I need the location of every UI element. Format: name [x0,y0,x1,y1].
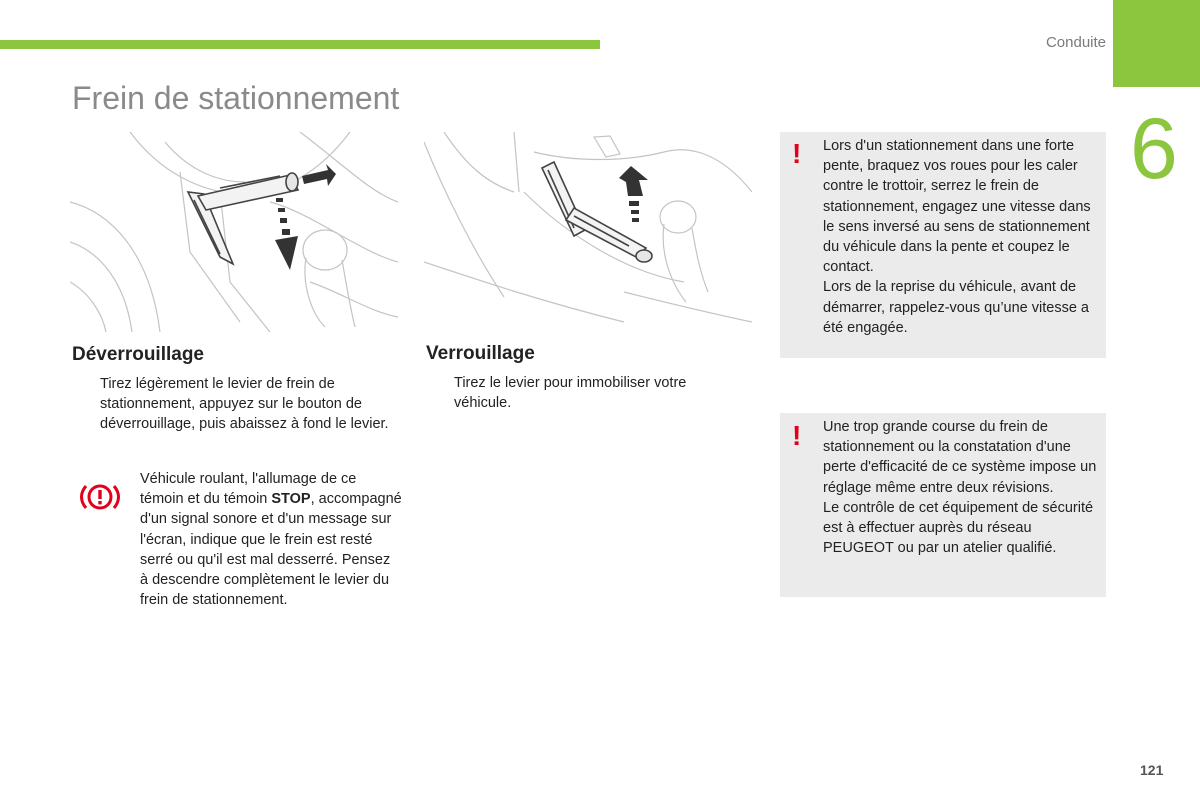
note-text-end: , accompagné d'un signal sonore et d'un message sur l'écran, indique que le frein est resté serré ou qu'il est mal desserré. Pensez à descendre complètement le levier du frein de stationnement. [140,491,402,609]
page-number: 121 [1140,762,1164,778]
handbrake-release-drawing [70,132,398,332]
note-text-start: Véhicule roulant, l'allumage de ce témoin et du témoin [140,471,357,508]
brake-warning-icon [80,480,120,519]
chapter-number: 6 [1130,101,1178,197]
lock-illustration [424,132,752,332]
lock-instruction-text: Tirez le levier pour immobiliser votre véhicule. [454,375,687,411]
unlock-instruction [100,374,390,434]
lock-heading: Verrouillage [426,343,535,364]
page-title: Frein de stationnement [72,80,400,116]
handbrake-apply-drawing [424,132,752,332]
unlock-heading: Déverrouillage [72,344,204,365]
section-name: Conduite [1045,34,1106,51]
exclamation-icon: ! [792,138,802,169]
slope-parking-warning-text: Lors d'un stationnement dans une forte pente, braquez vos roues pour les caler contre le trottoir, serrez le frein de stationnement, engagez une vitesse dans le sens inversé au sens de stationnement du véhicule dans la pente et coupez le contact. Lors de la reprise du véhicule, avant de démarrer, rappelez-vous qu’une vitesse a été engagée. [823,138,1091,336]
brake-adjustment-warning [780,413,1106,597]
header-accent-rule [0,40,600,49]
unlock-instruction-text: Tirez légèrement le levier de frein de stationnement, appuyez sur le bouton de déverrouillage, puis abaissez à fond le levier. [100,376,389,432]
slope-parking-warning [780,132,1106,358]
lock-instruction [454,373,724,413]
brake-adjustment-warning-text: Une trop grande course du frein de stationnement ou la constatation d'une perte d'efficacité de ce système impose un réglage même entre deux révisions. Le contrôle de cet équipement de sécurité est à effectuer auprès du réseau PEUGEOT ou par un atelier qualifié. [823,419,1097,557]
chapter-tab [1113,0,1200,87]
unlock-illustration [70,132,398,332]
exclamation-icon: ! [792,420,802,451]
stop-warning-note [140,469,402,610]
stop-label: STOP [271,491,311,508]
